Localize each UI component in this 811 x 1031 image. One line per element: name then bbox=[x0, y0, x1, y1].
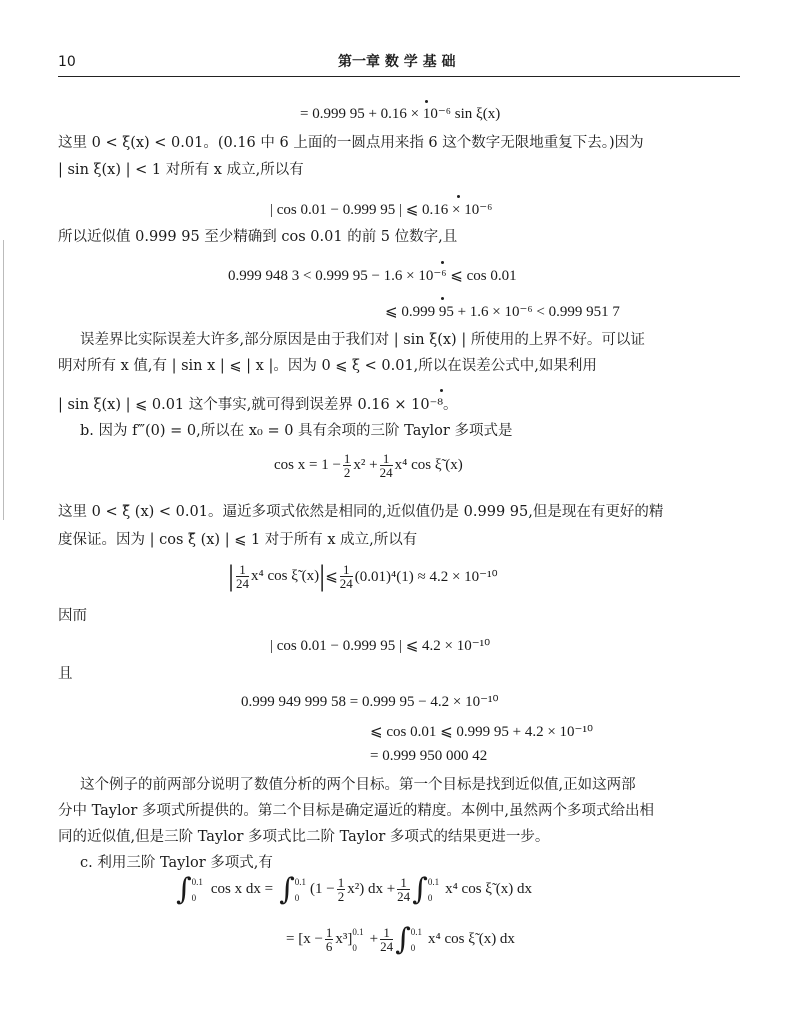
upper-limit: 0.1 bbox=[410, 926, 423, 937]
upper-limit: 0.1 bbox=[352, 926, 364, 937]
formula-part: x²) dx + bbox=[347, 881, 396, 897]
text-line: 这里 0 < ξ(x) < 0.01。(0.16 中 6 上面的一圆点用来指 6 这个数字无限地重复下去。)因为 bbox=[58, 135, 644, 151]
integral-sign: ∫ bbox=[412, 872, 428, 907]
taylor-formula bbox=[274, 452, 463, 479]
scan-margin-line bbox=[3, 240, 4, 520]
denominator: 24 bbox=[236, 575, 250, 591]
denominator: 2 bbox=[337, 889, 345, 904]
denominator: 24 bbox=[380, 939, 394, 954]
numerator: 1 bbox=[340, 563, 353, 577]
integral-limits bbox=[295, 874, 306, 906]
repeat-dot bbox=[441, 297, 444, 300]
equation-line: | cos 0.01 − 0.999 95 | ⩽ 4.2 × 10⁻¹⁰ bbox=[270, 638, 491, 654]
numerator: 1 bbox=[397, 876, 410, 890]
text-line: 误差界比实际误差大许多,部分原因是由于我们对 | sin ξ(x) | 所使用的上界不好。可以证 bbox=[80, 332, 645, 348]
formula-part: cos x dx = bbox=[210, 881, 274, 897]
equation-line: = 0.999 950 000 42 bbox=[370, 748, 488, 764]
text-line: 明对所有 x 值,有 | sin x | ⩽ | x |。因为 0 ⩽ ξ < 0.01,所以在误差公式中,如果利用 bbox=[58, 358, 597, 374]
repeat-dot bbox=[441, 261, 444, 264]
upper-limit: 0.1 bbox=[427, 876, 440, 887]
abs-bar-right: | bbox=[319, 559, 326, 592]
fraction-1-6 bbox=[325, 926, 334, 953]
denominator: 24 bbox=[397, 889, 411, 904]
denominator: 24 bbox=[339, 575, 353, 591]
integral-sign: ∫ bbox=[279, 872, 295, 907]
fraction-half bbox=[343, 452, 352, 479]
text-line: c. 利用三阶 Taylor 多项式,有 bbox=[80, 855, 273, 871]
text-line: 这里 0 < ξ̃ (x) < 0.01。逼近多项式依然是相同的,近似值仍是 0.999 95,但是现在有更好的精 bbox=[58, 504, 664, 520]
denominator: 2 bbox=[343, 465, 351, 480]
formula-part: x⁴ cos ξ̃ (x) dx bbox=[428, 931, 515, 947]
numerator: 1 bbox=[343, 451, 351, 466]
text-line: 因而 bbox=[58, 608, 87, 624]
repeat-dot bbox=[425, 100, 428, 103]
equation-line: ⩽ cos 0.01 ⩽ 0.999 95 + 4.2 × 10⁻¹⁰ bbox=[370, 724, 593, 740]
formula-part: (0.01)⁴(1) ≈ 4.2 × 10⁻¹⁰ bbox=[354, 568, 498, 585]
chapter-title: 第一章 数 学 基 础 bbox=[338, 54, 456, 70]
formula-part: x³] bbox=[335, 931, 353, 947]
formula-part: = [x − bbox=[286, 931, 323, 947]
text-line: 所以近似值 0.999 95 至少精确到 cos 0.01 的前 5 位数字,且 bbox=[58, 229, 458, 245]
equation-line: | cos 0.01 − 0.999 95 | ⩽ 0.16 × 10⁻⁶ bbox=[270, 202, 493, 218]
formula-part: (1 − bbox=[310, 881, 335, 897]
upper-limit: 0.1 bbox=[294, 876, 306, 887]
text-line: 度保证。因为 | cos ξ̃ (x) | ⩽ 1 对于所有 x 成立,所以有 bbox=[58, 532, 418, 548]
numerator: 1 bbox=[380, 452, 393, 466]
integral-limits bbox=[192, 874, 203, 906]
formula-part: x⁴ cos ξ̃ (x) bbox=[394, 457, 463, 473]
fraction-1-24 bbox=[380, 926, 393, 953]
formula-part: cos x = 1 − bbox=[274, 457, 341, 473]
equation-line: = 0.999 95 + 0.16 × 10⁻⁶ sin ξ(x) bbox=[300, 106, 501, 122]
text-line: 且 bbox=[58, 666, 73, 682]
repeat-dot bbox=[457, 195, 460, 198]
integral-line-2 bbox=[286, 922, 515, 957]
formula-part: + bbox=[369, 931, 379, 947]
equation-line: 0.999 948 3 < 0.999 95 − 1.6 × 10⁻⁶ ⩽ cos 0.01 bbox=[228, 268, 517, 284]
header-rule bbox=[58, 76, 740, 77]
equation-line: ⩽ 0.999 95 + 1.6 × 10⁻⁶ < 0.999 951 7 bbox=[385, 304, 620, 320]
numerator: 1 bbox=[337, 875, 345, 890]
text-line: 同的近似值,但是三阶 Taylor 多项式比二阶 Taylor 多项式的结果更进一步。 bbox=[58, 829, 550, 845]
integral-limits bbox=[411, 924, 422, 956]
lower-limit: 0 bbox=[294, 892, 300, 903]
numerator: 1 bbox=[236, 563, 249, 577]
text-line: 分中 Taylor 多项式所提供的。第二个目标是确定逼近的精度。本例中,虽然两个多项式给出相 bbox=[58, 803, 655, 819]
bracket-limits bbox=[352, 924, 363, 956]
formula-part: x⁴ cos ξ̃ (x) dx bbox=[445, 881, 532, 897]
text-line: | sin ξ(x) | ⩽ 0.01 这个事实,就可得到误差界 0.16 × 10⁻⁸。 bbox=[58, 397, 458, 413]
equation-line: 0.999 949 999 58 = 0.999 95 − 4.2 × 10⁻¹⁰ bbox=[241, 694, 499, 710]
page-number: 10 bbox=[58, 54, 76, 70]
fraction-1-24 bbox=[380, 452, 393, 479]
error-bound-formula bbox=[228, 561, 498, 591]
denominator: 24 bbox=[379, 465, 393, 480]
text-line: 这个例子的前两部分说明了数值分析的两个目标。第一个目标是找到近似值,正如这两部 bbox=[80, 777, 636, 793]
fraction-1-24 bbox=[236, 563, 249, 590]
text-line: | sin ξ(x) | < 1 对所有 x 成立,所以有 bbox=[58, 162, 304, 178]
fraction-1-24 bbox=[397, 876, 410, 903]
integral-limits bbox=[428, 874, 439, 906]
text-line: b. 因为 f‴(0) = 0,所以在 x₀ = 0 具有余项的三阶 Taylor 多项式是 bbox=[80, 423, 513, 439]
lower-limit: 0 bbox=[427, 892, 433, 903]
formula-part: x⁴ cos ξ̃ (x) bbox=[251, 567, 320, 584]
fraction-1-24 bbox=[340, 563, 353, 590]
upper-limit: 0.1 bbox=[191, 876, 203, 887]
repeat-dot bbox=[440, 389, 443, 392]
lower-limit: 0 bbox=[410, 942, 416, 953]
lower-limit: 0 bbox=[191, 892, 197, 903]
denominator: 6 bbox=[325, 939, 333, 954]
integral-line-1 bbox=[176, 872, 532, 907]
abs-bar-left: | bbox=[228, 559, 235, 592]
integral-sign: ∫ bbox=[176, 872, 192, 907]
fraction-half bbox=[337, 876, 346, 903]
integral-sign: ∫ bbox=[395, 922, 411, 957]
formula-part: ⩽ bbox=[325, 568, 338, 585]
numerator: 1 bbox=[325, 925, 333, 940]
lower-limit: 0 bbox=[352, 942, 357, 953]
numerator: 1 bbox=[380, 926, 393, 940]
formula-part: x² + bbox=[353, 457, 378, 473]
